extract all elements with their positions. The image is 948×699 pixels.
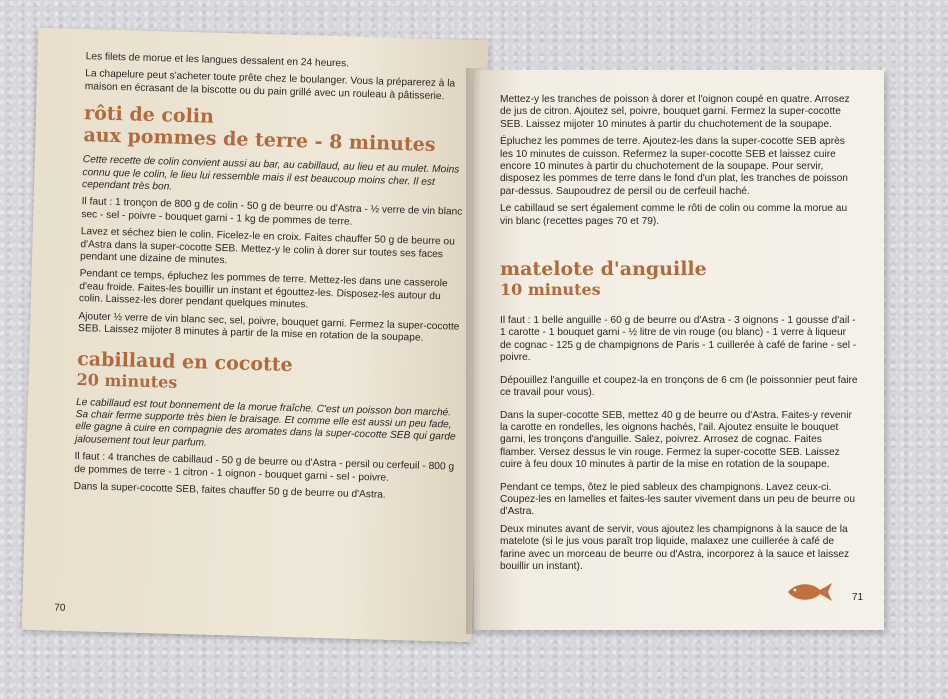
- recipe-step: Dans la super-cocotte SEB, faites chauffer 50 g de beurre ou d'Astra.: [73, 480, 386, 501]
- recipe-ingredients: Il faut : 1 belle anguille - 60 g de beurre ou d'Astra - 3 oignons - 1 gousse d'ail - 1 carotte - 1 bouquet garni - ½ litre de vin rouge (ou blanc) - 1 verre à liqueur de cognac - 125 g de champignons de Paris - 1 cuillerée à café de farine - sel - poivre.: [500, 315, 857, 364]
- recipe-step: Dépouillez l'anguille et coupez-la en tronçons de 6 cm (le poissonnier peut faire ce travail pour vous).: [500, 374, 858, 399]
- book-spine-shadow: [466, 68, 482, 634]
- recipe-step: Pendant ce temps, épluchez les pommes de terre. Mettez-les dans une casserole d'eau froide. Faites-les bouillir un instant et égouttez-les. Disposez-les autour du colin. Laissez-les dorer pendant quelques minutes.: [78, 268, 448, 311]
- left-page: [22, 28, 489, 642]
- recipe-step: Lavez et séchez bien le colin. Ficelez-le en croix. Faites chauffer 50 g de beurre ou d'Astra dans la super-cocotte SEB. Mettez-y le colin à dorer sur toutes ses faces pendant une dizaine de minutes.: [79, 226, 455, 267]
- recipe-step: Mettez-y les tranches de poisson à dorer et l'oignon coupé en quatre. Arrosez de jus de citron. Ajoutez sel, poivre, bouquet garni. Fermez la super-cocotte SEB. Laissez mijoter 10 minutes à partir du chuchotement de la soupape.: [500, 94, 850, 130]
- page-number: 70: [54, 602, 66, 614]
- recipe-title: matelote d'anguille: [500, 258, 707, 281]
- recipe-time: 20 minutes: [76, 369, 178, 392]
- recipe-title: cabillaud en cocotte: [76, 347, 293, 376]
- recipe-step: Pendant ce temps, ôtez le pied sableux des champignons. Lavez ceux-ci. Coupez-les en lamelles et faites-les sauter vivement dans un peu de beurre ou d'Astra.: [500, 481, 856, 518]
- recipe-ingredients: Il faut : 1 tronçon de 800 g de colin - 50 g de beurre ou d'Astra - ½ verre de vin blanc sec - sel - poivre - bouquet garni - 1 kg de pommes de terre.: [81, 196, 463, 228]
- recipe-intro: Cette recette de colin convient aussi au bar, au cabillaud, au lieu et au mulet. Moins connu que le colin, le lieu lui ressemble mais il est beaucoup moins cher. Il est cependant très bon.: [81, 154, 460, 193]
- right-page: [474, 70, 884, 630]
- recipe-step: Deux minutes avant de servir, vous ajoutez les champignons à la sauce de la matelote (si le jus vous paraît trop liquide, malaxez une cuillerée à café de farine avec un morceau de beurre ou d'Astra, incorporez à la sauce et laissez bouillir un instant).: [500, 523, 850, 572]
- page-number: 71: [852, 592, 864, 603]
- recipe-title: rôti de colin: [83, 102, 215, 128]
- recipe-step: Dans la super-cocotte SEB, mettez 40 g de beurre ou d'Astra. Faites-y revenir la carotte en rondelles, les oignons hachés, l'ail. Ajoutez ensuite le bouquet garni, les tronçons d'anguille. Salez, poivrez. Arrosez de cognac. Faites flamber. Versez dessus le vin rouge. Fermez la super-cocotte SEB. Laissez cuire à feu doux 10 minutes à partir de la mise en rotation de la soupape.: [500, 409, 852, 471]
- recipe-step: Épluchez les pommes de terre. Ajoutez-les dans la super-cocotte SEB après les 10 minutes de cuisson. Refermez la super-cocotte SEB et laissez cuire encore 10 minutes à partir du chuchotement de la soupape. Pour servir, disposez les pommes de terre dans le fond d'un plat, les tranches de poisson par-dessus. Saupoudrez de persil ou de cerfeuil haché.: [500, 136, 848, 197]
- recipe-intro: Le cabillaud est tout bonnement de la morue fraîche. C'est un poisson bon marché. Sa chair ferme supporte très bien le braisage. Et comme elle est aussi un peu fade, elle gagne à cuire en compagnie des aromates dans la super-cocotte SEB qui garde jalousement tout leur parfum.: [74, 396, 456, 449]
- intro-line: La chapelure peut s'acheter toute prête chez le boulanger. Vous la préparerez à la maison en écrasant de la biscotte ou du pain grillé avec un rouleau à pâtisserie.: [84, 68, 456, 103]
- recipe-ingredients: Il faut : 4 tranches de cabillaud - 50 g de beurre ou d'Astra - persil ou cerfeuil - 800 g de pommes de terre - 1 citron - 1 oignon - bouquet garni - sel - poivre.: [74, 451, 455, 484]
- recipe-time: 10 minutes: [500, 280, 601, 300]
- intro-line: Les filets de morue et les langues dessalent en 24 heures.: [85, 51, 350, 70]
- recipe-title-line2: aux pommes de terre - 8 minutes: [83, 124, 436, 157]
- recipe-step: Le cabillaud se sert également comme le rôti de colin ou comme la morue au vin blanc (recettes pages 70 et 79).: [500, 203, 848, 227]
- fish-icon: [786, 580, 834, 604]
- recipe-step: Ajouter ½ verre de vin blanc sec, sel, poivre, bouquet garni. Fermez la super-cocotte SEB. Laissez mijoter 8 minutes à partir de la mise en rotation de la soupape.: [77, 310, 460, 344]
